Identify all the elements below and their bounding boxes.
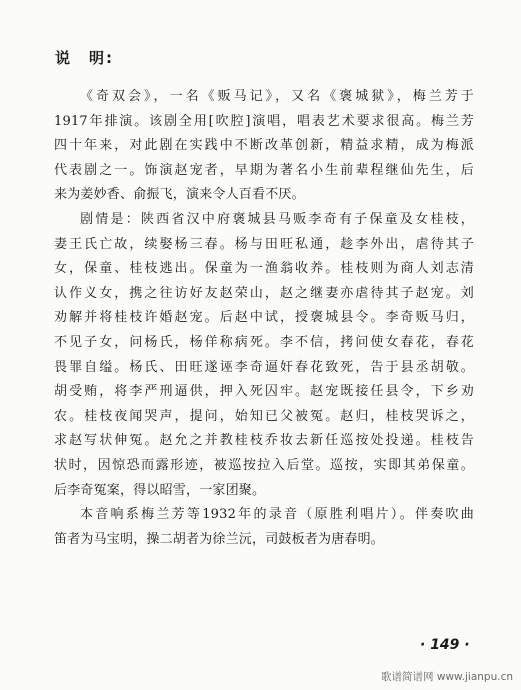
text-line: 胡受贿，将李严刑逼供，押入死囚牢。赵宠既接任县令，下乡劝 (54, 384, 474, 400)
text-line: 畏罪自缢。杨氏、田旺遂诬李奇逼奸春花致死，告于县丞胡敬。 (54, 359, 474, 375)
text-line: 剧情是：陕西省汉中府褒城县马贩李奇有子保童及女桂枝， (80, 211, 474, 227)
text-line: 农。桂枝夜闻哭声，提问，始知已父被冤。赵归，桂枝哭诉之， (54, 408, 474, 424)
text-line: 求赵写状伸冤。赵允之并教桂枝乔妆去新任巡按处投递。桂枝告 (54, 433, 474, 449)
text-line: 状时，因惊恐而露形迹，被巡按拉入后堂。巡按，实即其弟保童。 (54, 457, 474, 473)
text-line: 四十年来，对此剧在实践中不断改革创新，精益求精，成为梅派 (54, 138, 474, 154)
page-number: · 149 · (420, 637, 470, 653)
text-line: 女，保童、桂枝逃出。保童为一渔翁收养。桂枝则为商人刘志清 (54, 261, 474, 277)
watermark: 歌谱简谱网 www.jianpu.cn (381, 671, 513, 683)
section-heading: 说 明: (55, 49, 114, 67)
text-line: 来为姜妙香、俞振飞，演来令人百看不厌。 (54, 187, 305, 203)
body-text (54, 85, 474, 552)
text-line: 1917年排演。该剧全用[吹腔]演唱，唱表艺术要求很高。梅兰芳 (54, 113, 474, 129)
text-line: 代表剧之一。饰演赵宠者，早期为著名小生前辈程继仙先生，后 (54, 162, 474, 178)
text-line: 不见子女，问杨氏，杨佯称病死。李不信，拷问使女春花，春花 (54, 334, 474, 350)
text-line: 本音响系梅兰芳等1932年的录音（原胜利唱片）。伴奏吹曲 (80, 507, 474, 523)
text-line: 劝解并将桂枝许婚赵宠。后赵中试，授褒城县令。李奇贩马归， (54, 310, 474, 326)
text-line: 后李奇冤案，得以昭雪，一家团聚。 (54, 482, 266, 498)
text-line: 《奇双会》，一名《贩马记》，又名《褒城狱》，梅兰芳于 (80, 89, 474, 104)
text-line: 笛者为马宝明，操二胡者为徐兰沅，司鼓板者为唐春明。 (54, 531, 385, 547)
text-line: 认作义女，携之往访好友赵荣山，赵之继妻亦虐待其子赵宠。刘 (54, 285, 474, 301)
text-line: 妻王氏亡故，续娶杨三春。杨与田旺私通，趁李外出，虐待其子 (54, 236, 474, 252)
